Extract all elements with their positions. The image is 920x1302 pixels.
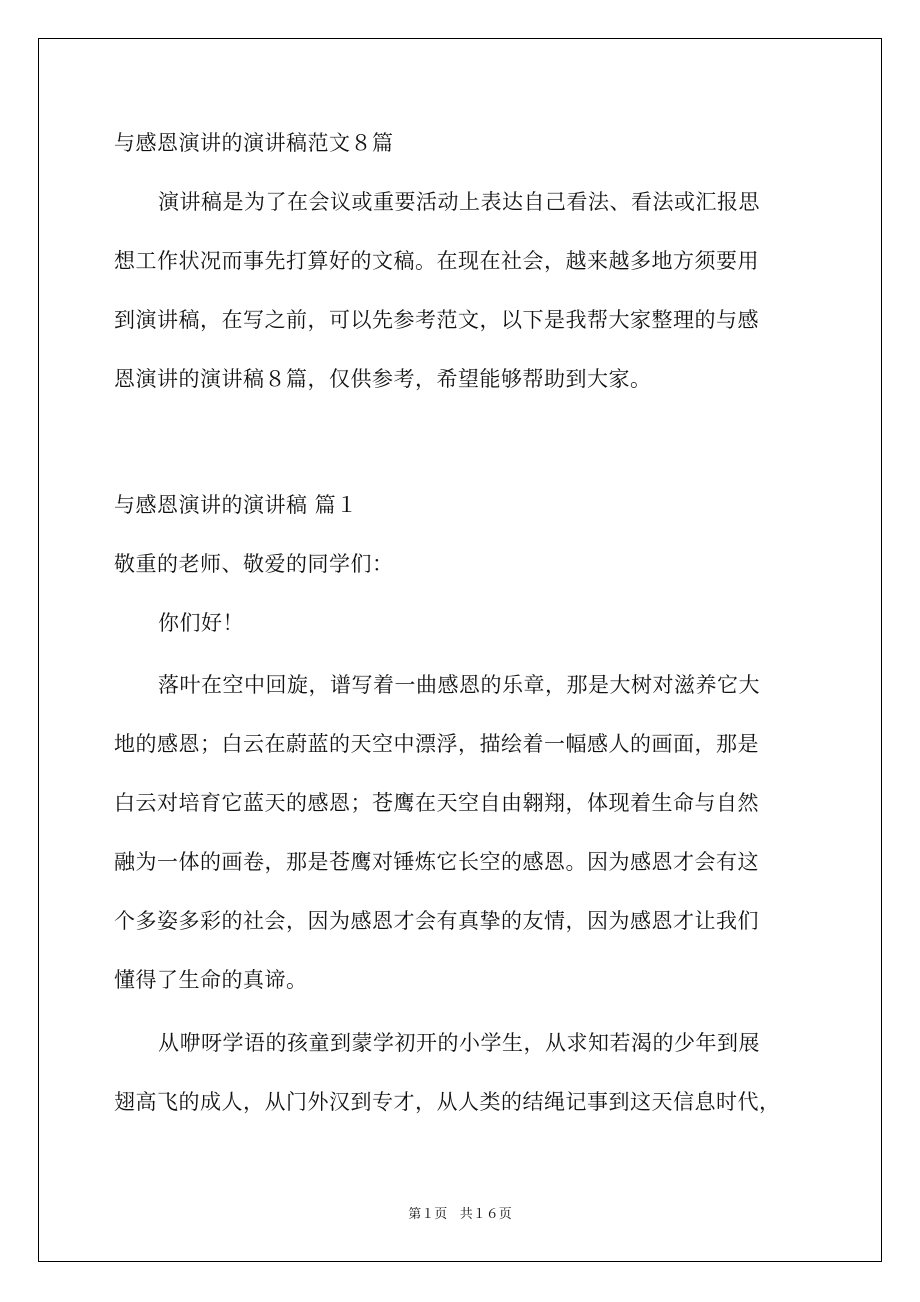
intro-line-2: 想工作状况而事先打算好的文稿。在现在社会，越来越多地方须要用 <box>114 249 759 273</box>
para2-line-2: 翅高飞的成人，从门外汉到专才，从人类的结绳记事到这天信息时代， <box>114 1090 781 1114</box>
page-border <box>38 38 882 1262</box>
intro-line-4: 恩演讲的演讲稿８篇，仅供参考，希望能够帮助到大家。 <box>114 367 652 391</box>
para1-line-4: 融为一体的画卷，那是苍鹰对锤炼它长空的感恩。因为感恩才会有这 <box>114 850 759 874</box>
page-footer <box>0 1206 920 1224</box>
document-title: 与感恩演讲的演讲稿范文８篇 <box>114 131 394 155</box>
para2-line-1: 从咿呀学语的孩童到蒙学初开的小学生，从求知若渴的少年到展 <box>158 1031 760 1055</box>
intro-line-3: 到演讲稿，在写之前，可以先参考范文，以下是我帮大家整理的与感 <box>114 308 759 332</box>
para1-line-5: 个多姿多彩的社会，因为感恩才会有真挚的友情，因为感恩才让我们 <box>114 909 759 933</box>
para1-line-1: 落叶在空中回旋，谱写着一曲感恩的乐章，那是大树对滋养它大 <box>158 673 760 697</box>
para1-line-6: 懂得了生命的真谛。 <box>114 968 308 992</box>
para1-line-3: 白云对培育它蓝天的感恩；苍鹰在天空自由翱翔，体现着生命与自然 <box>114 791 759 815</box>
para1-line-2: 地的感恩；白云在蔚蓝的天空中漂浮，描绘着一幅感人的画面，那是 <box>114 732 759 756</box>
intro-line-1: 演讲稿是为了在会议或重要活动上表达自己看法、看法或汇报思 <box>158 190 760 214</box>
greeting: 你们好！ <box>158 611 244 635</box>
page-number: 第１页 共１６页 <box>408 1207 512 1222</box>
salutation: 敬重的老师、敬爱的同学们： <box>114 552 394 576</box>
section-heading: 与感恩演讲的演讲稿 篇１ <box>114 493 358 517</box>
